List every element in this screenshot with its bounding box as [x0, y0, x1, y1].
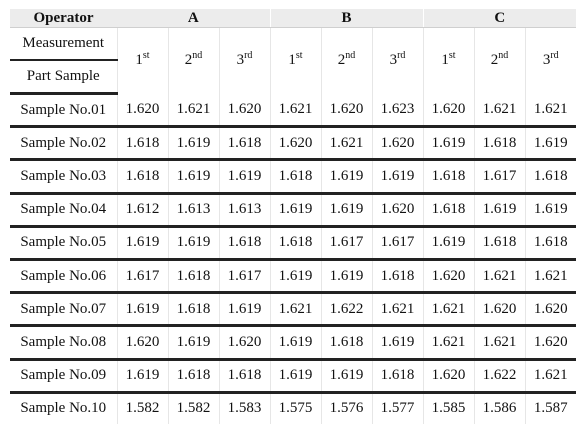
measurement-cell: 1.617	[219, 259, 270, 292]
measurement-cell: 1.619	[117, 226, 168, 259]
sample-label: Sample No.09	[10, 359, 117, 392]
table-row	[10, 160, 576, 193]
measurement-cell: 1.623	[372, 94, 423, 127]
measurement-cell: 1.620	[474, 293, 525, 326]
measurement-cell: 1.621	[525, 259, 576, 292]
sample-label: Sample No.05	[10, 226, 117, 259]
measurement-cell: 1.618	[525, 226, 576, 259]
measurement-label: Measurement	[10, 28, 117, 61]
measurement-cell: 1.619	[270, 259, 321, 292]
measurement-cell: 1.576	[321, 392, 372, 424]
measurement-cell: 1.620	[219, 326, 270, 359]
trial-header: 3rd	[372, 28, 423, 94]
measurement-cell: 1.619	[372, 326, 423, 359]
measurement-cell: 1.617	[117, 259, 168, 292]
measurement-cell: 1.619	[219, 160, 270, 193]
measurement-cell: 1.619	[321, 160, 372, 193]
table-body	[10, 94, 576, 424]
measurement-cell: 1.618	[168, 293, 219, 326]
table-row	[10, 359, 576, 392]
measurement-cell: 1.619	[168, 326, 219, 359]
sample-label: Sample No.04	[10, 193, 117, 226]
sample-label: Sample No.01	[10, 94, 117, 127]
measurement-cell: 1.618	[321, 326, 372, 359]
operator-label: Operator	[10, 9, 117, 28]
trial-header: 1st	[423, 28, 474, 94]
sample-label: Sample No.03	[10, 160, 117, 193]
measurement-cell: 1.587	[525, 392, 576, 424]
measurement-cell: 1.619	[474, 193, 525, 226]
measurement-cell: 1.622	[321, 293, 372, 326]
measurement-cell: 1.618	[168, 259, 219, 292]
measurement-cell: 1.620	[219, 94, 270, 127]
measurement-cell: 1.618	[117, 160, 168, 193]
measurement-cell: 1.621	[270, 293, 321, 326]
measurement-cell: 1.619	[321, 259, 372, 292]
measurement-cell: 1.621	[474, 259, 525, 292]
measurement-cell: 1.612	[117, 193, 168, 226]
measurement-cell: 1.621	[423, 326, 474, 359]
trial-header: 1st	[270, 28, 321, 94]
measurement-cell: 1.618	[219, 226, 270, 259]
measurement-cell: 1.619	[321, 359, 372, 392]
measurement-cell: 1.618	[219, 127, 270, 160]
measurement-cell: 1.621	[423, 293, 474, 326]
measurement-cell: 1.620	[423, 94, 474, 127]
measurement-cell: 1.617	[321, 226, 372, 259]
trial-header: 3rd	[525, 28, 576, 94]
operator-c-header: C	[423, 9, 576, 28]
measurement-cell: 1.618	[474, 127, 525, 160]
measurement-header-row	[10, 28, 576, 61]
measurement-cell: 1.620	[270, 127, 321, 160]
measurement-cell: 1.619	[168, 160, 219, 193]
measurement-cell: 1.613	[219, 193, 270, 226]
table-row	[10, 226, 576, 259]
table-row	[10, 293, 576, 326]
measurement-cell: 1.618	[423, 160, 474, 193]
measurement-table-container	[10, 9, 576, 424]
sample-label: Sample No.02	[10, 127, 117, 160]
measurement-cell: 1.620	[423, 359, 474, 392]
measurement-cell: 1.622	[474, 359, 525, 392]
measurement-cell: 1.619	[117, 359, 168, 392]
operator-a-header: A	[117, 9, 270, 28]
measurement-cell: 1.586	[474, 392, 525, 424]
measurement-cell: 1.619	[423, 226, 474, 259]
measurement-cell: 1.618	[270, 160, 321, 193]
sample-label: Sample No.10	[10, 392, 117, 424]
measurement-cell: 1.618	[474, 226, 525, 259]
measurement-cell: 1.621	[474, 326, 525, 359]
measurement-cell: 1.621	[474, 94, 525, 127]
measurement-cell: 1.618	[219, 359, 270, 392]
measurement-cell: 1.620	[117, 326, 168, 359]
sample-label: Sample No.07	[10, 293, 117, 326]
measurement-cell: 1.619	[117, 293, 168, 326]
table-row	[10, 259, 576, 292]
trial-header: 1st	[117, 28, 168, 94]
measurement-cell: 1.619	[270, 193, 321, 226]
table-row	[10, 392, 576, 424]
measurement-cell: 1.618	[423, 193, 474, 226]
measurement-cell: 1.618	[372, 359, 423, 392]
measurement-cell: 1.619	[423, 127, 474, 160]
measurement-cell: 1.577	[372, 392, 423, 424]
measurement-cell: 1.621	[270, 94, 321, 127]
measurement-table	[10, 9, 576, 424]
operator-header-row	[10, 9, 576, 28]
part-sample-label: Part Sample	[10, 60, 117, 94]
measurement-cell: 1.619	[270, 326, 321, 359]
measurement-cell: 1.620	[525, 293, 576, 326]
measurement-cell: 1.621	[372, 293, 423, 326]
measurement-cell: 1.619	[525, 193, 576, 226]
table-row	[10, 326, 576, 359]
measurement-cell: 1.620	[117, 94, 168, 127]
measurement-cell: 1.619	[525, 127, 576, 160]
measurement-cell: 1.585	[423, 392, 474, 424]
measurement-cell: 1.619	[168, 226, 219, 259]
measurement-cell: 1.621	[525, 359, 576, 392]
measurement-cell: 1.582	[117, 392, 168, 424]
operator-b-header: B	[270, 9, 423, 28]
measurement-cell: 1.620	[321, 94, 372, 127]
measurement-cell: 1.619	[168, 127, 219, 160]
measurement-cell: 1.617	[372, 226, 423, 259]
measurement-cell: 1.620	[423, 259, 474, 292]
trial-header: 2nd	[168, 28, 219, 94]
measurement-cell: 1.618	[117, 127, 168, 160]
measurement-cell: 1.617	[474, 160, 525, 193]
measurement-cell: 1.618	[168, 359, 219, 392]
measurement-cell: 1.618	[525, 160, 576, 193]
table-row	[10, 193, 576, 226]
table-row	[10, 94, 576, 127]
trial-header: 2nd	[474, 28, 525, 94]
measurement-cell: 1.619	[372, 160, 423, 193]
measurement-cell: 1.583	[219, 392, 270, 424]
measurement-cell: 1.618	[270, 226, 321, 259]
sample-label: Sample No.06	[10, 259, 117, 292]
measurement-cell: 1.619	[270, 359, 321, 392]
trial-header: 3rd	[219, 28, 270, 94]
measurement-cell: 1.621	[168, 94, 219, 127]
sample-label: Sample No.08	[10, 326, 117, 359]
measurement-cell: 1.621	[525, 94, 576, 127]
measurement-cell: 1.582	[168, 392, 219, 424]
measurement-cell: 1.620	[372, 127, 423, 160]
measurement-cell: 1.613	[168, 193, 219, 226]
measurement-cell: 1.619	[321, 193, 372, 226]
measurement-cell: 1.620	[372, 193, 423, 226]
measurement-cell: 1.620	[525, 326, 576, 359]
measurement-cell: 1.575	[270, 392, 321, 424]
measurement-cell: 1.619	[219, 293, 270, 326]
measurement-cell: 1.618	[372, 259, 423, 292]
measurement-cell: 1.621	[321, 127, 372, 160]
trial-header: 2nd	[321, 28, 372, 94]
table-row	[10, 127, 576, 160]
